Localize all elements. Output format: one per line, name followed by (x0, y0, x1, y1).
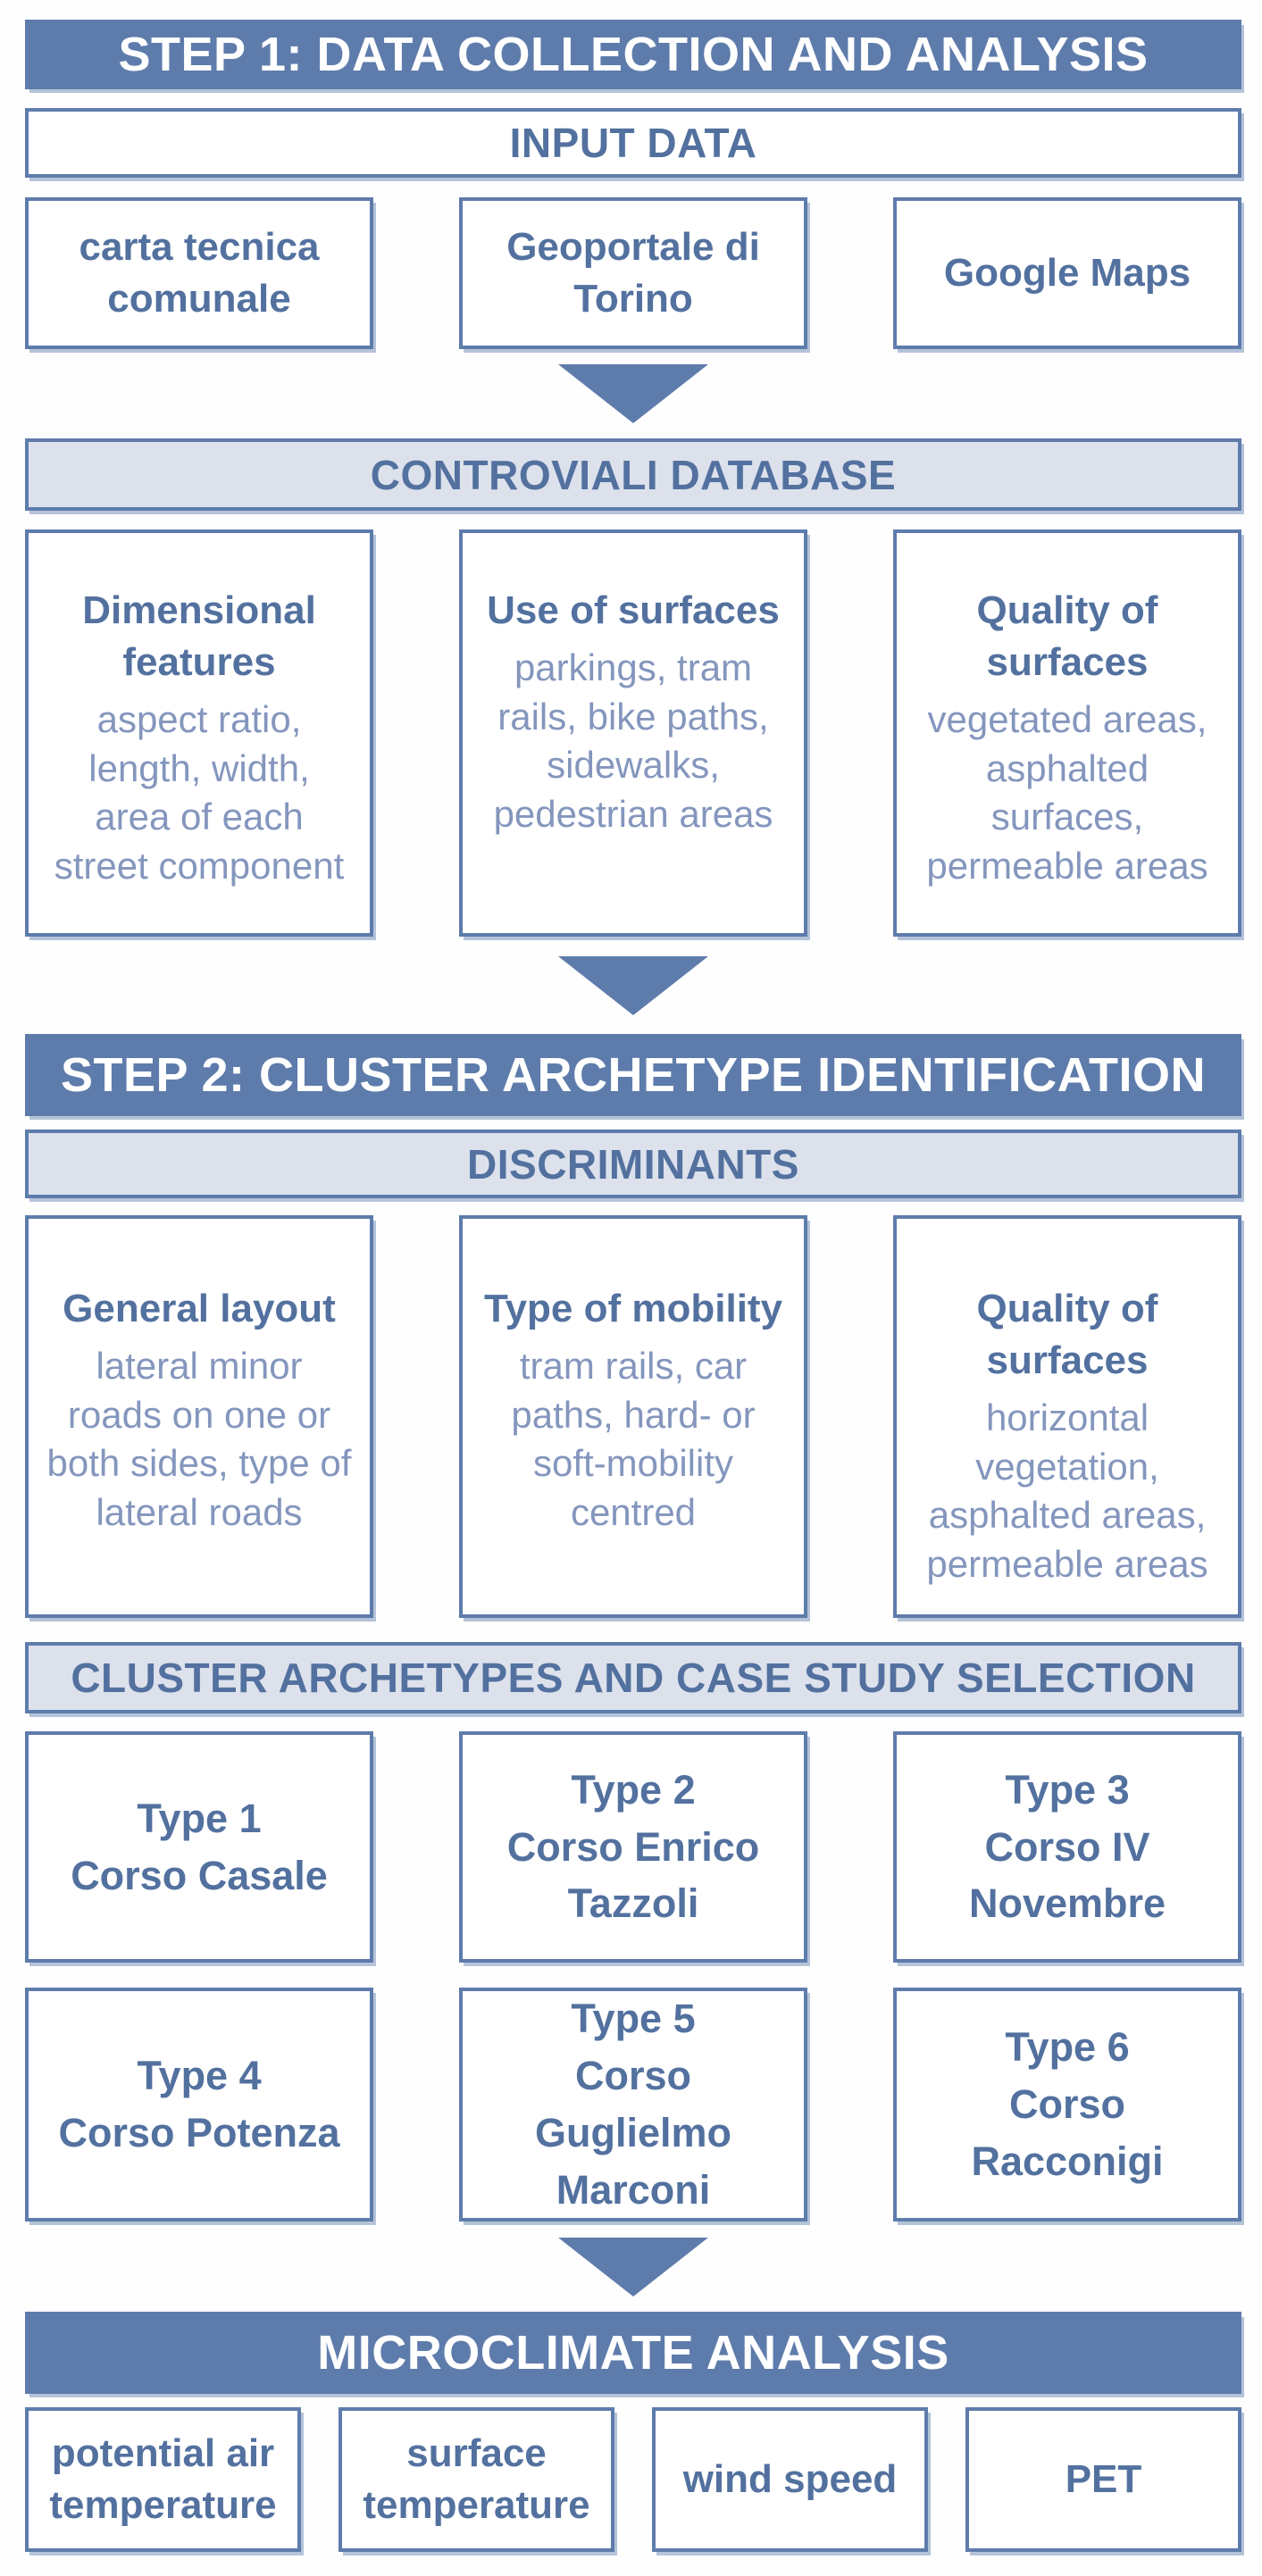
microclimate-outputs-row (25, 2407, 1241, 2552)
card-body: aspect ratio, length, width, area of each street component (54, 698, 345, 887)
type-card-4 (25, 1988, 373, 2222)
card-type-of-mobility (459, 1215, 807, 1618)
source-card-carta-tecnica (25, 197, 373, 349)
type-label: Type 1 (137, 1795, 262, 1841)
card-title: Quality of surfaces (976, 588, 1158, 685)
type-card-6 (893, 1988, 1241, 2222)
type-name: Corso Racconigi (971, 2081, 1164, 2184)
card-dimensional-features (25, 529, 373, 937)
source-card-geoportale (459, 197, 807, 349)
output-label: wind speed (682, 2456, 898, 2501)
card-title: Quality of surfaces (976, 1287, 1158, 1383)
output-card-wind-speed (652, 2407, 928, 2552)
controviali-cards-row (25, 529, 1241, 937)
type-card-2 (459, 1731, 807, 1963)
card-body: vegetated areas, asphalted surfaces, permeable areas (926, 698, 1208, 887)
card-body: tram rails, car paths, hard- or soft-mobility centred (511, 1345, 756, 1533)
down-arrow-icon (558, 2238, 708, 2297)
input-sources-row (25, 197, 1241, 349)
card-body: horizontal vegetation, asphalted areas, permeable areas (926, 1396, 1208, 1585)
input-data-panel (25, 108, 1241, 178)
cluster-archetypes-title: CLUSTER ARCHETYPES AND CASE STUDY SELECTION (71, 1655, 1196, 1701)
type-name: Corso Guglielmo Marconi (534, 2053, 731, 2213)
down-arrow-icon (558, 364, 708, 423)
type-label: Type 5 (571, 1996, 696, 2042)
output-label: PET (1065, 2456, 1142, 2501)
type-card-1 (25, 1731, 373, 1963)
discriminants-cards-row (25, 1215, 1241, 1618)
card-title: Type of mobility (483, 1287, 783, 1330)
flow-connector-2 (25, 937, 1241, 1034)
card-title: General layout (63, 1287, 336, 1330)
input-data-label: INPUT DATA (509, 120, 757, 166)
type-card-5 (459, 1988, 807, 2222)
source-card-google-maps (893, 197, 1241, 349)
type-name: Corso Casale (71, 1852, 328, 1898)
microclimate-banner (25, 2312, 1241, 2394)
type-name: Corso Enrico Tazzoli (506, 1823, 760, 1927)
card-title: Dimensional features (82, 588, 316, 685)
type-label: Type 4 (137, 2053, 262, 2099)
step1-title: STEP 1: DATA COLLECTION AND ANALYSIS (118, 28, 1149, 81)
microclimate-title: MICROCLIMATE ANALYSIS (317, 2326, 949, 2380)
output-card-pet (965, 2407, 1241, 2552)
type-row-1 (25, 1731, 1241, 1963)
source-label: carta tecnica comunale (79, 224, 320, 321)
type-name: Corso IV Novembre (968, 1823, 1166, 1927)
source-label: Google Maps (943, 250, 1191, 295)
down-arrow-icon (558, 956, 708, 1015)
type-card-3 (893, 1731, 1241, 1963)
type-label: Type 6 (1005, 2024, 1130, 2071)
discriminants-title: DISCRIMINANTS (467, 1140, 799, 1188)
output-label: potential air temperature (49, 2430, 277, 2527)
controviali-database-banner (25, 438, 1241, 511)
output-card-surface-temperature (338, 2407, 614, 2552)
card-quality-of-surfaces (893, 529, 1241, 937)
card-quality-of-surfaces-2 (893, 1215, 1241, 1618)
type-row-2 (25, 1988, 1241, 2222)
output-label: surface temperature (363, 2430, 590, 2527)
card-general-layout (25, 1215, 373, 1618)
step2-banner (25, 1034, 1241, 1116)
output-card-potential-air-temperature (25, 2407, 301, 2552)
source-label: Geoportale di Torino (506, 224, 760, 321)
card-title: Use of surfaces (487, 588, 780, 632)
controviali-database-title: CONTROVIALI DATABASE (370, 451, 897, 498)
card-body: lateral minor roads on one or both sides, type of lateral roads (46, 1345, 352, 1533)
step2-title: STEP 2: CLUSTER ARCHETYPE IDENTIFICATION (60, 1048, 1207, 1102)
type-label: Type 2 (571, 1766, 696, 1813)
card-use-of-surfaces (459, 529, 807, 937)
type-name: Corso Potenza (58, 2110, 340, 2155)
flow-connector-3 (25, 2222, 1241, 2312)
flow-connector-1 (25, 349, 1241, 438)
step1-banner (25, 20, 1241, 89)
type-label: Type 3 (1005, 1766, 1130, 1813)
card-body: parkings, tram rails, bike paths, sidewalks, pedestrian areas (493, 646, 773, 835)
cluster-archetypes-banner (25, 1642, 1241, 1713)
discriminants-banner (25, 1130, 1241, 1198)
